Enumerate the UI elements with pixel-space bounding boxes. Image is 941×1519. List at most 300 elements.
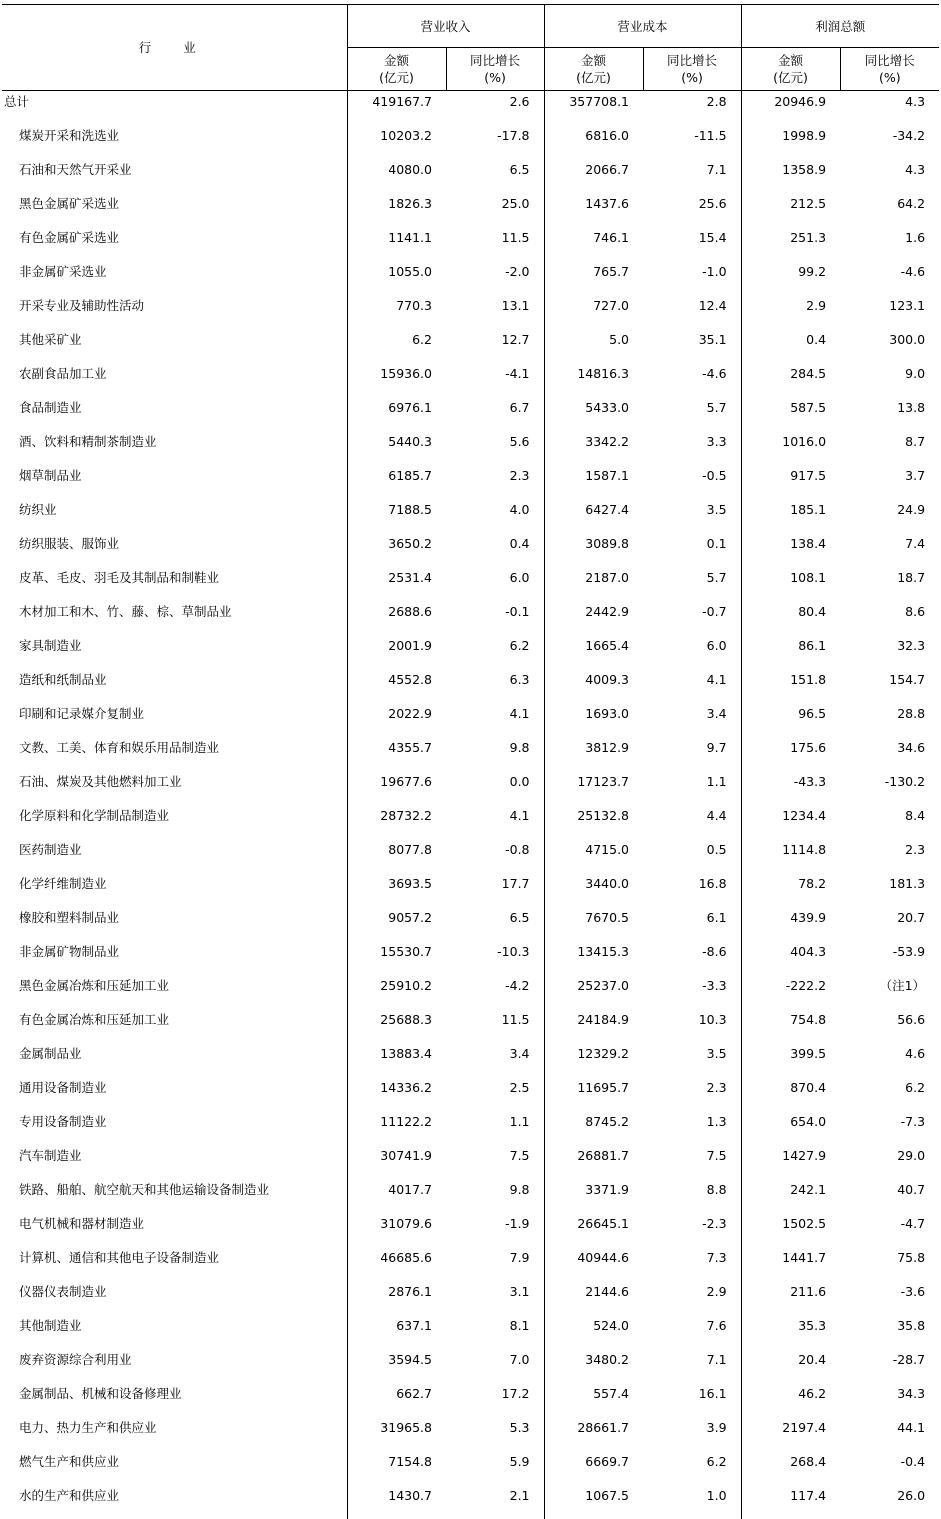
cost-growth: 2.3	[643, 1077, 741, 1111]
profit-amount: 251.3	[741, 227, 840, 261]
profit-growth: 2.3	[840, 839, 939, 873]
industry-name: 其他制造业	[2, 1315, 347, 1349]
cost-amount: 727.0	[544, 295, 643, 329]
revenue-amount: 5440.3	[347, 431, 446, 465]
revenue-growth: 11.5	[446, 1009, 544, 1043]
table-row	[2, 975, 939, 1009]
cost-amount: 3342.2	[544, 431, 643, 465]
cost-amount: 5.0	[544, 329, 643, 363]
profit-amount: 870.4	[741, 1077, 840, 1111]
industry-name: 汽车制造业	[2, 1145, 347, 1179]
revenue-amount: 7154.8	[347, 1451, 446, 1485]
table-row	[2, 737, 939, 771]
revenue-amount: 662.7	[347, 1383, 446, 1417]
revenue-amount: 8077.8	[347, 839, 446, 873]
profit-amount: 404.3	[741, 941, 840, 975]
revenue-growth: -0.1	[446, 601, 544, 635]
industry-name: 文教、工美、体育和娱乐用品制造业	[2, 737, 347, 771]
table-row	[2, 1451, 939, 1485]
cost-growth: -11.5	[643, 125, 741, 159]
revenue-header: 营业收入	[347, 5, 544, 48]
profit-amount: 284.5	[741, 363, 840, 397]
cost-growth: 9.7	[643, 737, 741, 771]
cost-amount: 13415.3	[544, 941, 643, 975]
profit-growth: 32.3	[840, 635, 939, 669]
revenue-growth: 9.8	[446, 737, 544, 771]
table-row	[2, 703, 939, 737]
cost-amount: 557.4	[544, 1383, 643, 1417]
revenue-amount: 7188.5	[347, 499, 446, 533]
profit-growth: -34.2	[840, 125, 939, 159]
industry-name: 有色金属矿采选业	[2, 227, 347, 261]
table-row	[2, 431, 939, 465]
table-row	[2, 533, 939, 567]
cost-amount: 28661.7	[544, 1417, 643, 1451]
profit-amount: 138.4	[741, 533, 840, 567]
industry-name: 黑色金属冶炼和压延加工业	[2, 975, 347, 1009]
revenue-growth: 17.2	[446, 1383, 544, 1417]
industry-name: 印刷和记录媒介复制业	[2, 703, 347, 737]
profit-amount: -43.3	[741, 771, 840, 805]
cost-growth: -2.3	[643, 1213, 741, 1247]
revenue-growth: 6.2	[446, 635, 544, 669]
revenue-growth: -10.3	[446, 941, 544, 975]
industry-name: 燃气生产和供应业	[2, 1451, 347, 1485]
table-row	[2, 1383, 939, 1417]
profit-growth: 35.8	[840, 1315, 939, 1349]
cost-amount: 6669.7	[544, 1451, 643, 1485]
table-row	[2, 159, 939, 193]
industry-finance-table	[2, 4, 939, 1519]
industry-name: 纺织业	[2, 499, 347, 533]
revenue-amount: 25688.3	[347, 1009, 446, 1043]
revenue-amount: 419167.7	[347, 91, 446, 126]
profit-growth: 26.0	[840, 1485, 939, 1519]
profit-amount: 439.9	[741, 907, 840, 941]
profit-header: 利润总额	[741, 5, 939, 48]
revenue-amount: 13883.4	[347, 1043, 446, 1077]
table-row	[2, 1145, 939, 1179]
revenue-growth: 4.1	[446, 703, 544, 737]
profit-growth: 34.6	[840, 737, 939, 771]
revenue-amount: 14336.2	[347, 1077, 446, 1111]
profit-growth: 154.7	[840, 669, 939, 703]
revenue-amount: 46685.6	[347, 1247, 446, 1281]
revenue-amount: 1826.3	[347, 193, 446, 227]
profit-amount: 1427.9	[741, 1145, 840, 1179]
revenue-amount: 2531.4	[347, 567, 446, 601]
industry-name: 金属制品、机械和设备修理业	[2, 1383, 347, 1417]
revenue-growth: -4.1	[446, 363, 544, 397]
revenue-amount: 1055.0	[347, 261, 446, 295]
revenue-amount: 4355.7	[347, 737, 446, 771]
profit-growth: 3.7	[840, 465, 939, 499]
industry-name: 黑色金属矿采选业	[2, 193, 347, 227]
profit-growth: 56.6	[840, 1009, 939, 1043]
revenue-growth: 6.0	[446, 567, 544, 601]
table-row	[2, 397, 939, 431]
cost-amount: 765.7	[544, 261, 643, 295]
table-header	[2, 5, 939, 91]
cost-growth: 5.7	[643, 567, 741, 601]
profit-amount: 99.2	[741, 261, 840, 295]
profit-amount-header: 金额 (亿元)	[741, 48, 840, 91]
cost-growth: 5.7	[643, 397, 741, 431]
industry-name: 废弃资源综合利用业	[2, 1349, 347, 1383]
profit-amount: 117.4	[741, 1485, 840, 1519]
industry-name: 水的生产和供应业	[2, 1485, 347, 1519]
cost-amount: 4715.0	[544, 839, 643, 873]
cost-amount: 25237.0	[544, 975, 643, 1009]
table-row	[2, 465, 939, 499]
cost-amount: 2442.9	[544, 601, 643, 635]
profit-growth: 34.3	[840, 1383, 939, 1417]
revenue-amount: 25910.2	[347, 975, 446, 1009]
cost-growth: 7.1	[643, 159, 741, 193]
table-row	[2, 1111, 939, 1145]
industry-name: 橡胶和塑料制品业	[2, 907, 347, 941]
revenue-amount: 11122.2	[347, 1111, 446, 1145]
industry-name: 皮革、毛皮、羽毛及其制品和制鞋业	[2, 567, 347, 601]
industry-name: 开采专业及辅助性活动	[2, 295, 347, 329]
industry-name: 酒、饮料和精制茶制造业	[2, 431, 347, 465]
table-row	[2, 907, 939, 941]
table-row	[2, 941, 939, 975]
profit-amount: 1441.7	[741, 1247, 840, 1281]
profit-amount: 1016.0	[741, 431, 840, 465]
cost-growth: 7.1	[643, 1349, 741, 1383]
table-row	[2, 295, 939, 329]
profit-growth: 300.0	[840, 329, 939, 363]
profit-amount: 108.1	[741, 567, 840, 601]
cost-amount: 6427.4	[544, 499, 643, 533]
revenue-amount-header: 金额 (亿元)	[347, 48, 446, 91]
industry-name: 化学纤维制造业	[2, 873, 347, 907]
profit-amount: 212.5	[741, 193, 840, 227]
industry-name: 烟草制品业	[2, 465, 347, 499]
profit-growth: （注1）	[840, 975, 939, 1009]
revenue-amount: 2876.1	[347, 1281, 446, 1315]
cost-growth: 3.4	[643, 703, 741, 737]
cost-amount: 11695.7	[544, 1077, 643, 1111]
cost-amount: 3089.8	[544, 533, 643, 567]
profit-growth: 6.2	[840, 1077, 939, 1111]
revenue-amount: 30741.9	[347, 1145, 446, 1179]
revenue-growth: 4.1	[446, 805, 544, 839]
revenue-growth: 7.0	[446, 1349, 544, 1383]
cost-amount: 357708.1	[544, 91, 643, 126]
revenue-amount: 9057.2	[347, 907, 446, 941]
cost-amount: 25132.8	[544, 805, 643, 839]
profit-growth: 28.8	[840, 703, 939, 737]
revenue-amount: 10203.2	[347, 125, 446, 159]
table-row	[2, 1179, 939, 1213]
profit-amount: 35.3	[741, 1315, 840, 1349]
revenue-amount: 3650.2	[347, 533, 446, 567]
industry-name: 化学原料和化学制品制造业	[2, 805, 347, 839]
profit-growth: 8.6	[840, 601, 939, 635]
cost-amount: 1665.4	[544, 635, 643, 669]
cost-growth: 1.3	[643, 1111, 741, 1145]
table-row	[2, 1417, 939, 1451]
industry-header: 行 业	[2, 5, 347, 91]
cost-growth: 3.5	[643, 1043, 741, 1077]
cost-growth: 8.8	[643, 1179, 741, 1213]
revenue-amount: 31965.8	[347, 1417, 446, 1451]
industry-name: 农副食品加工业	[2, 363, 347, 397]
profit-amount: 268.4	[741, 1451, 840, 1485]
industry-name: 仪器仪表制造业	[2, 1281, 347, 1315]
revenue-growth: 1.1	[446, 1111, 544, 1145]
total-row	[2, 91, 939, 126]
revenue-amount: 19677.6	[347, 771, 446, 805]
revenue-growth: 2.6	[446, 91, 544, 126]
cost-amount: 4009.3	[544, 669, 643, 703]
revenue-growth: -2.0	[446, 261, 544, 295]
profit-growth: -28.7	[840, 1349, 939, 1383]
industry-name: 纺织服装、服饰业	[2, 533, 347, 567]
profit-amount: 86.1	[741, 635, 840, 669]
profit-growth: 4.3	[840, 91, 939, 126]
industry-name: 有色金属冶炼和压延加工业	[2, 1009, 347, 1043]
table-row	[2, 839, 939, 873]
industry-name: 通用设备制造业	[2, 1077, 347, 1111]
industry-name: 计算机、通信和其他电子设备制造业	[2, 1247, 347, 1281]
cost-amount: 26881.7	[544, 1145, 643, 1179]
revenue-growth: 3.1	[446, 1281, 544, 1315]
cost-amount: 40944.6	[544, 1247, 643, 1281]
profit-growth: -0.4	[840, 1451, 939, 1485]
profit-amount: 1998.9	[741, 125, 840, 159]
cost-growth: -4.6	[643, 363, 741, 397]
profit-amount: 242.1	[741, 1179, 840, 1213]
profit-growth: 4.6	[840, 1043, 939, 1077]
profit-amount: 96.5	[741, 703, 840, 737]
profit-growth: -3.6	[840, 1281, 939, 1315]
profit-amount: 185.1	[741, 499, 840, 533]
cost-amount-header: 金额 (亿元)	[544, 48, 643, 91]
cost-growth: 6.1	[643, 907, 741, 941]
cost-growth: 6.2	[643, 1451, 741, 1485]
cost-amount: 1437.6	[544, 193, 643, 227]
industry-name: 专用设备制造业	[2, 1111, 347, 1145]
profit-amount: 78.2	[741, 873, 840, 907]
cost-growth: 2.9	[643, 1281, 741, 1315]
profit-amount: 80.4	[741, 601, 840, 635]
revenue-amount: 6976.1	[347, 397, 446, 431]
revenue-amount: 6185.7	[347, 465, 446, 499]
profit-growth: 9.0	[840, 363, 939, 397]
cost-amount: 3812.9	[544, 737, 643, 771]
industry-name: 食品制造业	[2, 397, 347, 431]
revenue-amount: 15936.0	[347, 363, 446, 397]
cost-amount: 2187.0	[544, 567, 643, 601]
table-row	[2, 601, 939, 635]
revenue-growth: 6.5	[446, 907, 544, 941]
cost-amount: 3480.2	[544, 1349, 643, 1383]
revenue-growth: 7.9	[446, 1247, 544, 1281]
cost-amount: 26645.1	[544, 1213, 643, 1247]
profit-growth: 29.0	[840, 1145, 939, 1179]
industry-name: 非金属矿物制品业	[2, 941, 347, 975]
revenue-amount: 770.3	[347, 295, 446, 329]
table-row	[2, 1213, 939, 1247]
revenue-amount: 4552.8	[347, 669, 446, 703]
revenue-growth: 5.6	[446, 431, 544, 465]
cost-amount: 5433.0	[544, 397, 643, 431]
profit-amount: 2.9	[741, 295, 840, 329]
cost-amount: 1067.5	[544, 1485, 643, 1519]
cost-growth: 2.8	[643, 91, 741, 126]
profit-growth: 20.7	[840, 907, 939, 941]
industry-name: 电力、热力生产和供应业	[2, 1417, 347, 1451]
cost-growth: -8.6	[643, 941, 741, 975]
cost-amount: 6816.0	[544, 125, 643, 159]
profit-amount: 754.8	[741, 1009, 840, 1043]
table-row	[2, 1009, 939, 1043]
table-row	[2, 1315, 939, 1349]
cost-growth: 7.3	[643, 1247, 741, 1281]
profit-growth: -130.2	[840, 771, 939, 805]
profit-growth: 7.4	[840, 533, 939, 567]
cost-growth: 3.3	[643, 431, 741, 465]
industry-name: 家具制造业	[2, 635, 347, 669]
profit-amount: 1234.4	[741, 805, 840, 839]
profit-growth: 8.7	[840, 431, 939, 465]
profit-growth: 1.6	[840, 227, 939, 261]
cost-amount: 7670.5	[544, 907, 643, 941]
cost-amount: 3371.9	[544, 1179, 643, 1213]
profit-amount: 0.4	[741, 329, 840, 363]
profit-amount: 587.5	[741, 397, 840, 431]
profit-growth: 8.4	[840, 805, 939, 839]
industry-name: 铁路、船舶、航空航天和其他运输设备制造业	[2, 1179, 347, 1213]
revenue-growth: 13.1	[446, 295, 544, 329]
cost-amount: 3440.0	[544, 873, 643, 907]
cost-growth: 16.8	[643, 873, 741, 907]
revenue-growth: 17.7	[446, 873, 544, 907]
cost-growth: 35.1	[643, 329, 741, 363]
profit-amount: 654.0	[741, 1111, 840, 1145]
profit-growth: 13.8	[840, 397, 939, 431]
revenue-growth: 6.7	[446, 397, 544, 431]
revenue-amount: 637.1	[347, 1315, 446, 1349]
profit-amount: 151.8	[741, 669, 840, 703]
revenue-growth: 25.0	[446, 193, 544, 227]
profit-growth: 44.1	[840, 1417, 939, 1451]
revenue-growth: 7.5	[446, 1145, 544, 1179]
revenue-amount: 6.2	[347, 329, 446, 363]
profit-growth: -53.9	[840, 941, 939, 975]
table-row	[2, 1485, 939, 1519]
profit-growth: 181.3	[840, 873, 939, 907]
table-row	[2, 635, 939, 669]
profit-growth: -4.7	[840, 1213, 939, 1247]
profit-amount: 917.5	[741, 465, 840, 499]
profit-growth: 4.3	[840, 159, 939, 193]
industry-name: 木材加工和木、竹、藤、棕、草制品业	[2, 601, 347, 635]
profit-amount: -222.2	[741, 975, 840, 1009]
profit-amount: 175.6	[741, 737, 840, 771]
revenue-growth: 0.0	[446, 771, 544, 805]
profit-growth: 24.9	[840, 499, 939, 533]
table-row	[2, 1349, 939, 1383]
cost-growth: 0.5	[643, 839, 741, 873]
cost-growth: 7.5	[643, 1145, 741, 1179]
cost-amount: 746.1	[544, 227, 643, 261]
revenue-growth: 12.7	[446, 329, 544, 363]
cost-growth: 1.1	[643, 771, 741, 805]
cost-growth-header: 同比增长 (%)	[643, 48, 741, 91]
revenue-amount: 1141.1	[347, 227, 446, 261]
revenue-growth: 5.3	[446, 1417, 544, 1451]
table-row	[2, 805, 939, 839]
cost-growth: 3.5	[643, 499, 741, 533]
industry-name: 石油、煤炭及其他燃料加工业	[2, 771, 347, 805]
cost-amount: 2144.6	[544, 1281, 643, 1315]
table-row	[2, 567, 939, 601]
table-row	[2, 1281, 939, 1315]
cost-growth: 4.1	[643, 669, 741, 703]
cost-amount: 8745.2	[544, 1111, 643, 1145]
table-row	[2, 669, 939, 703]
cost-growth: 3.9	[643, 1417, 741, 1451]
industry-name: 电气机械和器材制造业	[2, 1213, 347, 1247]
revenue-amount: 3594.5	[347, 1349, 446, 1383]
cost-growth: 7.6	[643, 1315, 741, 1349]
industry-name: 总计	[2, 91, 347, 126]
table-row	[2, 1077, 939, 1111]
profit-growth: 64.2	[840, 193, 939, 227]
industry-name: 医药制造业	[2, 839, 347, 873]
cost-growth: 1.0	[643, 1485, 741, 1519]
cost-amount: 12329.2	[544, 1043, 643, 1077]
cost-amount: 1587.1	[544, 465, 643, 499]
profit-amount: 1502.5	[741, 1213, 840, 1247]
cost-amount: 24184.9	[544, 1009, 643, 1043]
profit-growth: 75.8	[840, 1247, 939, 1281]
revenue-growth: 11.5	[446, 227, 544, 261]
table-row	[2, 499, 939, 533]
cost-amount: 1693.0	[544, 703, 643, 737]
profit-growth-header: 同比增长 (%)	[840, 48, 939, 91]
table-row	[2, 329, 939, 363]
industry-name: 石油和天然气开采业	[2, 159, 347, 193]
profit-growth: 40.7	[840, 1179, 939, 1213]
industry-name: 煤炭开采和洗选业	[2, 125, 347, 159]
table-body	[2, 91, 939, 1519]
profit-growth: -4.6	[840, 261, 939, 295]
cost-growth: 16.1	[643, 1383, 741, 1417]
cost-amount: 14816.3	[544, 363, 643, 397]
profit-amount: 211.6	[741, 1281, 840, 1315]
revenue-growth: 2.1	[446, 1485, 544, 1519]
table-row	[2, 1043, 939, 1077]
table-row	[2, 125, 939, 159]
profit-amount: 2197.4	[741, 1417, 840, 1451]
cost-growth: 0.1	[643, 533, 741, 567]
revenue-amount: 2001.9	[347, 635, 446, 669]
profit-amount: 1358.9	[741, 159, 840, 193]
industry-name: 非金属矿采选业	[2, 261, 347, 295]
profit-amount: 20.4	[741, 1349, 840, 1383]
cost-growth: 4.4	[643, 805, 741, 839]
cost-header: 营业成本	[544, 5, 741, 48]
cost-amount: 2066.7	[544, 159, 643, 193]
cost-growth: -0.5	[643, 465, 741, 499]
profit-amount: 399.5	[741, 1043, 840, 1077]
industry-name: 造纸和纸制品业	[2, 669, 347, 703]
